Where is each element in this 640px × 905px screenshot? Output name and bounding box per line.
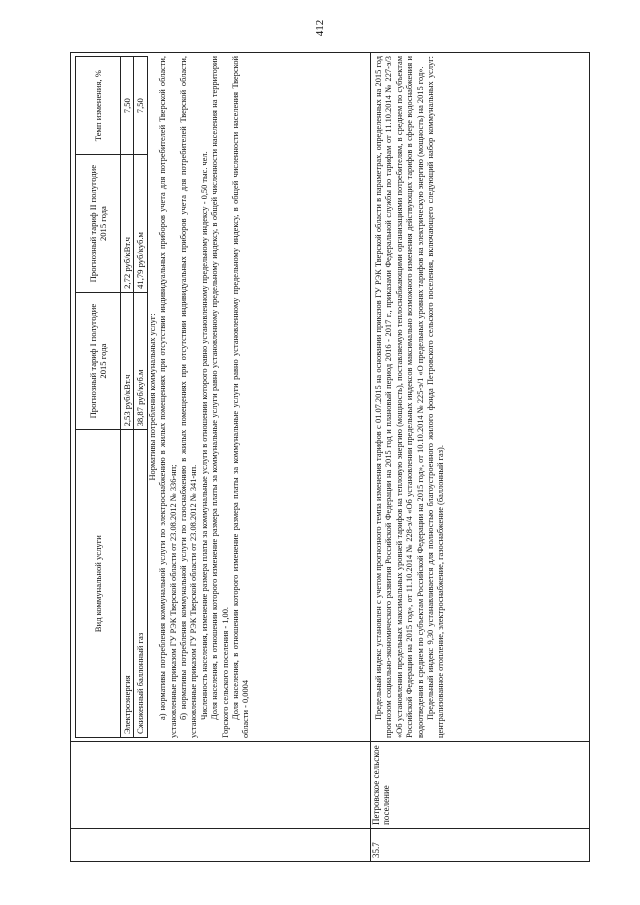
- tariff-header: Прогнозный тариф II полугодие 2015 года: [76, 155, 121, 293]
- tariff-header-row: [76, 57, 121, 738]
- sheet-content: [70, 52, 590, 862]
- tariff-row: [134, 57, 147, 738]
- paragraph: Доля населения, в отношении которого изменение размера платы за коммунальные услуги равно установленному предельному индексу, в общей численности населения на территории Горского сельского поселения - 1,00.: [210, 56, 230, 738]
- paragraph: а) нормативы потребления коммунальной услуги по электроснабжению в жилых помещениях при отсутствии индивидуальных приборов учета для потребителей Тверской области, установленные приказом ГУ РЭК Тверской области от 23.08.2012 № 336-нп;: [158, 56, 178, 738]
- row-number: 35.7: [371, 829, 590, 862]
- tariff-cell: Электроэнергия: [121, 430, 134, 738]
- tariff-cell: 7,50: [134, 57, 147, 155]
- row-number: [71, 829, 371, 862]
- settlements-table: [70, 52, 590, 862]
- norms-title: Нормативы потребления коммунальных услуг:: [147, 313, 157, 481]
- tariff-cell: 2,53 руб/кВт.ч: [121, 292, 134, 430]
- paragraph: Численность населения, изменение размера платы за коммунальные услуги в отношении которого равно установленному предельному индексу - 0,50 тыс. чел.: [199, 151, 209, 720]
- tariff-cell: 7,50: [121, 57, 134, 155]
- tariff-header: Темп изменения, %: [76, 57, 121, 155]
- tariff-cell: 38,87 руб/куб.м: [134, 292, 147, 430]
- settlement-name: [71, 742, 371, 829]
- tariff-cell: 41,79 руб/куб.м: [134, 155, 147, 293]
- row-content: [71, 53, 371, 742]
- row-content: [371, 53, 590, 742]
- tariff-cell: Сжиженный баллонный газ: [134, 430, 147, 738]
- page-number: 412: [314, 19, 326, 37]
- tariff-header: Прогнозный тариф I полугодие 2015 года: [76, 292, 121, 430]
- settlement-name: Петровское сельское поселение: [371, 742, 590, 829]
- table-row: [71, 53, 371, 862]
- paragraph: Доля населения, в отношении которого изменение размера платы за коммунальные услуги равно установленному предельному индексу, в общей численности населения Тверской области - 0,0004: [231, 56, 251, 738]
- rotated-sheet: [70, 52, 590, 862]
- tariff-cell: 2,72 руб/кВт.ч: [121, 155, 134, 293]
- tariff-header: Вид коммунальной услуги: [76, 430, 121, 738]
- paragraph: Предельный индекс 9,30 устанавливается для полностью благоустроенного жилого фонда Петровского сельского поселения, включающего следующий набор коммунальных услуг: централизованное отопление, электроснабжение, газоснабжение (баллонный газ).: [426, 56, 446, 738]
- paragraph: Предельный индекс установлен с учетом прогнозного темпа изменения тарифов с 01.07.2015 на основании приказов ГУ РЭК Тверской области в параметрах, определенных на 2015 год прогнозом социально-экономического развития Российской Федерации на 2015 год и плановый период 2016 - 2017 г., приказами Федеральной службы по тарифам от 11.10.2014 № 227-э/3 «Об установлении предельных максимальных уровней тарифов на тепловую энергию (мощность), поставляемую теплоснабжающими организациями потребителям, в среднем по субъектам Российской Федерации на 2015 год», от 11.10.2014 № 228-э/4 «Об установлении предельных индексов максимально возможного изменения действующих тарифов в сфере водоснабжения и водоотведения в среднем по субъектам Российской Федерации на 2015 год», от 10.10.2014 № 225-э/1 «О предельных уровнях тарифов на электрическую энергию (мощность) на 2015 год».: [374, 56, 425, 738]
- tariff-row: [121, 57, 134, 738]
- tariff-table: [75, 56, 148, 738]
- paragraph: б) нормативы потребления коммунальной услуги по газоснабжению в жилых помещениях при отсутствии индивидуальных приборов учета для потребителей Тверской области, установленные приказом ГУ РЭК Тверской области от 23.08.2012 № 341-нп.: [179, 56, 199, 738]
- table-row: [371, 53, 590, 862]
